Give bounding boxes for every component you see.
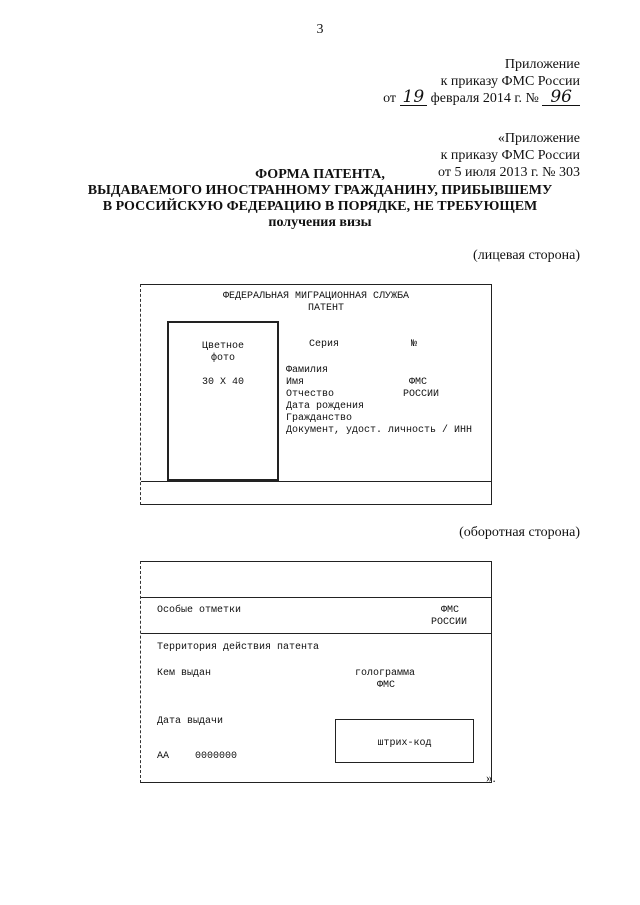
barcode-label: штрих-код <box>377 738 432 749</box>
patent-front-card <box>140 284 492 505</box>
field-patronymic: Отчество <box>286 389 335 400</box>
prev-appendix-order-ref: к приказу ФМС России <box>440 148 580 163</box>
back-top-stripe <box>141 597 491 598</box>
photo-placeholder <box>167 321 279 481</box>
field-birth-date: Дата рождения <box>286 401 365 412</box>
issued-by-label: Кем выдан <box>157 668 212 679</box>
back-middle-divider <box>141 633 491 634</box>
agency-name: ФЕДЕРАЛЬНАЯ МИГРАЦИОННАЯ СЛУЖБА <box>222 291 410 302</box>
photo-size: 30 Х 40 <box>201 377 244 388</box>
date-rest: февраля 2014 г. № <box>430 91 539 106</box>
issue-date-label: Дата выдачи <box>157 716 224 727</box>
number-label: № <box>411 339 418 350</box>
prev-appendix-date: от 5 июля 2013 г. № 303 <box>438 165 580 180</box>
title-line-4: получения визы <box>268 215 372 230</box>
back-series: АА <box>157 751 170 762</box>
fms-stamp-line-1: ФМС <box>409 377 428 388</box>
title-line-2: ВЫДАВАЕМОГО ИНОСТРАННОМУ ГРАЖДАНИНУ, ПРИБЫВШЕМУ <box>87 183 553 198</box>
field-citizenship: Гражданство <box>286 413 353 424</box>
barcode-box <box>335 719 474 763</box>
back-fms-stamp-line-1: ФМС <box>441 605 460 616</box>
date-prefix: от <box>383 91 397 106</box>
handwritten-day: 19 <box>400 90 428 106</box>
appendix-order-ref: к приказу ФМС России <box>440 74 580 89</box>
back-side-label: (оборотная сторона) <box>459 525 580 540</box>
hologram-label-line-2: ФМС <box>377 680 396 691</box>
back-fms-stamp-line-2: РОССИИ <box>431 617 468 628</box>
territory-label: Территория действия патента <box>157 642 320 653</box>
back-number: 0000000 <box>195 751 238 762</box>
appendix-current <box>383 56 580 107</box>
appendix-date-line <box>383 87 580 107</box>
fms-stamp-line-2: РОССИИ <box>403 389 440 400</box>
series-label: Серия <box>309 339 340 350</box>
title-line-3: В РОССИЙСКУЮ ФЕДЕРАЦИЮ В ПОРЯДКЕ, НЕ ТРЕБУЮЩЕМ <box>102 199 538 214</box>
appendix-title: Приложение <box>504 57 580 72</box>
photo-label-line-2: фото <box>210 353 235 364</box>
field-identity-document: Документ, удост. личность / ИНН <box>286 425 473 436</box>
document-title <box>0 167 640 231</box>
page-number: 3 <box>316 22 324 37</box>
field-surname: Фамилия <box>286 365 329 376</box>
field-name: Имя <box>286 377 305 388</box>
document-name: ПАТЕНТ <box>307 303 344 314</box>
closing-quote: ». <box>486 770 496 785</box>
front-side-label: (лицевая сторона) <box>473 248 580 263</box>
title-line-1: ФОРМА ПАТЕНТА, <box>255 167 385 182</box>
special-marks-label: Особые отметки <box>157 605 242 616</box>
handwritten-order-number: 96 <box>542 90 580 106</box>
photo-label-line-1: Цветное <box>201 341 244 352</box>
hologram-label-line-1: голограмма <box>355 668 416 679</box>
prev-appendix-title: «Приложение <box>497 131 580 146</box>
front-bottom-stripe <box>141 481 491 482</box>
patent-back-card <box>140 561 492 783</box>
